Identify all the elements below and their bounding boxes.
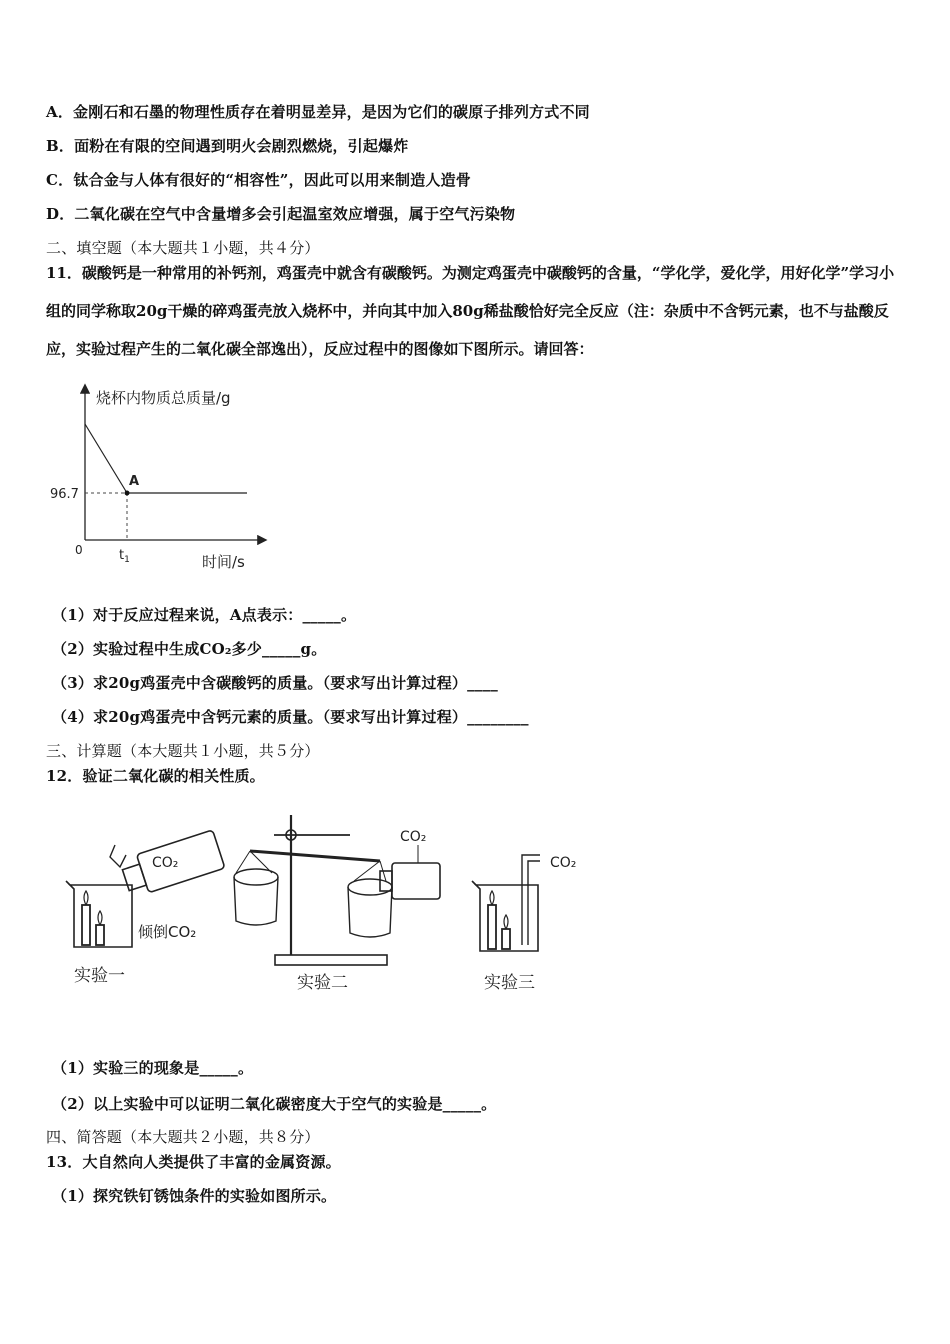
q11-text: 11．碳酸钙是一种常用的补钙剂，鸡蛋壳中就含有碳酸钙。为测定鸡蛋壳中碳酸钙的含量，“学化学，爱化学，用好化学”学习小组的同学称取20g干燥的碎鸡蛋壳放入烧杯中，并向其中加入80g稀盐酸恰好完全反应（注：杂质中不含钙元素，也不与盐酸反应，实验过程产生的二氧化碳全部逸出），反应过程中的图像如下图所示。请回答： <box>46 264 895 358</box>
q11-sub-1: （1）对于反应过程来说，A点表示：_____。 <box>52 606 357 624</box>
origin-label: 0 <box>75 543 83 557</box>
q12-text: 12．验证二氧化碳的相关性质。 <box>46 767 265 785</box>
option-c: C．钛合金与人体有很好的“相容性”，因此可以用来制造人造骨 <box>46 171 471 189</box>
option-b: B．面粉在有限的空间遇到明火会剧烈燃烧，引起爆炸 <box>46 137 409 155</box>
q11-sub-4: （4）求20g鸡蛋壳中含钙元素的质量。（要求写出计算过程）________ <box>52 708 529 726</box>
point-a-label: A <box>129 474 140 489</box>
experiment-1-label: 实验一 <box>74 966 125 986</box>
curve-descending <box>85 424 127 493</box>
exp3-co2-label: CO₂ <box>550 855 577 871</box>
section-3-title: 三、计算题（本大题共１小题，共５分） <box>46 742 320 760</box>
section-4-title: 四、简答题（本大题共２小题，共８分） <box>46 1128 320 1146</box>
q12-sub-1: （1）实验三的现象是_____。 <box>52 1059 254 1077</box>
bottle-co2-label: CO₂ <box>152 855 179 871</box>
q13-sub-1: （1）探究铁钉锈蚀条件的实验如图所示。 <box>52 1187 337 1205</box>
experiment-3-label: 实验三 <box>484 973 535 993</box>
pour-co2-label: 倾倒CO₂ <box>138 923 197 941</box>
co2-experiments-figure <box>60 805 600 1005</box>
y-axis-label: 烧杯内物质总质量/g <box>96 389 231 407</box>
point-a <box>125 491 130 496</box>
option-d: D．二氧化碳在空气中含量增多会引起温室效应增强，属于空气污染物 <box>46 205 516 223</box>
mass-time-graph <box>40 378 280 578</box>
q11-sub-3: （3）求20g鸡蛋壳中含碳酸钙的质量。（要求写出计算过程）____ <box>52 674 498 692</box>
experiment-2-label: 实验二 <box>297 973 348 993</box>
t1-label: $t_1$ <box>119 548 130 565</box>
section-2-title: 二、填空题（本大题共１小题，共４分） <box>46 239 320 257</box>
x-axis-label: 时间/s <box>202 553 245 571</box>
experiment-3-apparatus <box>472 855 540 951</box>
q11-sub-2: （2）实验过程中生成CO₂多少_____g。 <box>52 640 327 658</box>
q13-text: 13．大自然向人类提供了丰富的金属资源。 <box>46 1153 341 1171</box>
q12-sub-2: （2）以上实验中可以证明二氧化碳密度大于空气的实验是_____。 <box>52 1095 497 1113</box>
exp2-co2-label: CO₂ <box>400 829 427 845</box>
y-value-label: 96.7 <box>50 487 79 502</box>
option-a: A．金刚石和石墨的物理性质存在着明显差异，是因为它们的碳原子排列方式不同 <box>46 103 590 121</box>
